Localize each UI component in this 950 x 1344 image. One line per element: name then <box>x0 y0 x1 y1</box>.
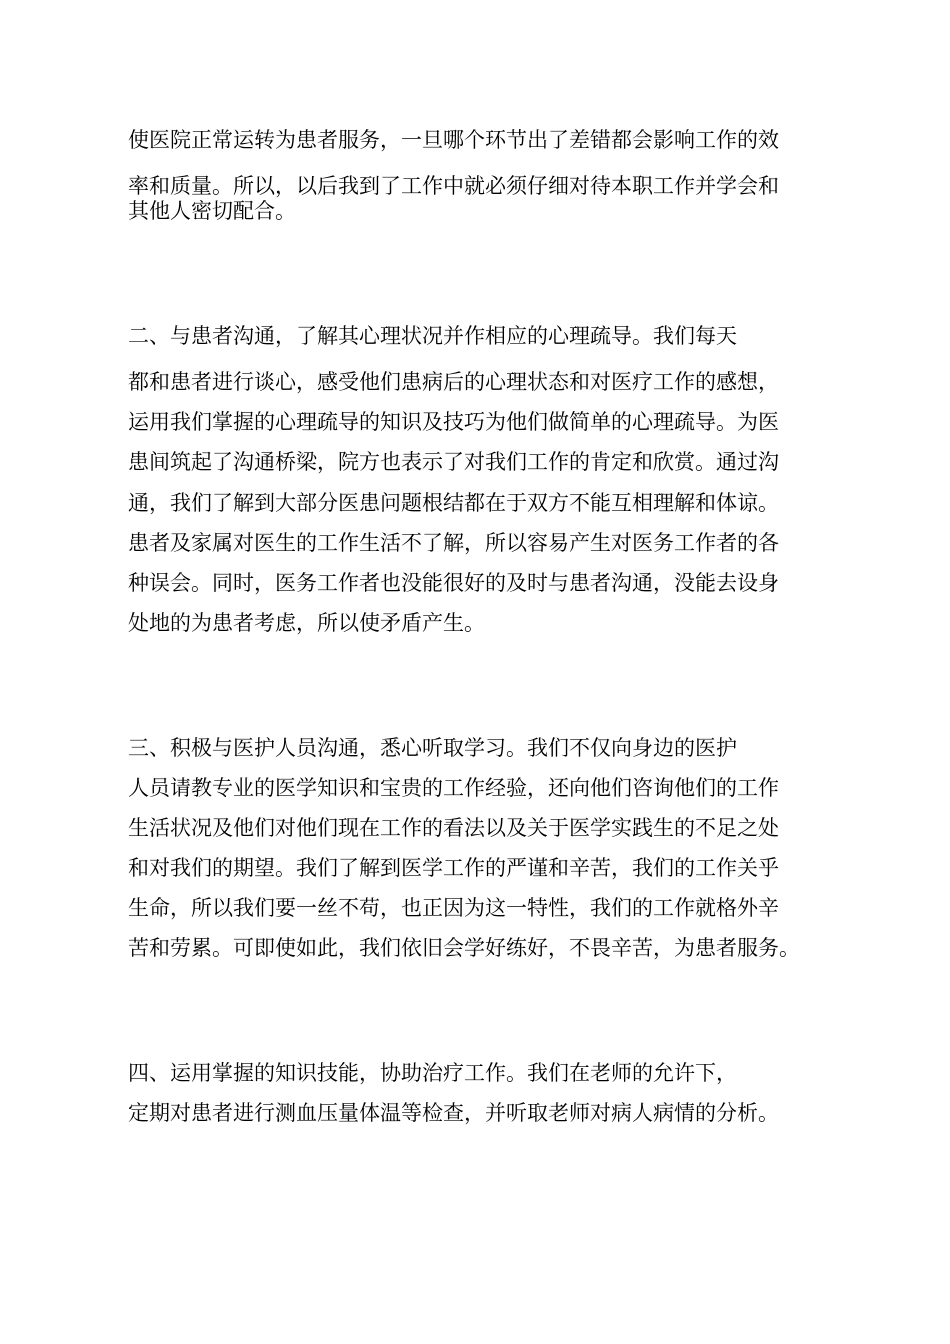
paragraph-1-line-1: 使医院正常运转为患者服务，一旦哪个环节出了差错都会影响工作的效 <box>128 128 779 152</box>
paragraph-1-line-3: 其他人密切配合。 <box>128 199 296 223</box>
paragraph-2-line-3: 运用我们掌握的心理疏导的知识及技巧为他们做简单的心理疏导。为医 <box>128 410 779 434</box>
paragraph-3-line-4: 和对我们的期望。我们了解到医学工作的严谨和辛苦，我们的工作关乎 <box>128 856 779 880</box>
paragraph-1-line-2: 率和质量。所以，以后我到了工作中就必须仔细对待本职工作并学会和 <box>128 174 779 198</box>
paragraph-2-line-4: 患间筑起了沟通桥梁，院方也表示了对我们工作的肯定和欣赏。通过沟 <box>128 450 779 474</box>
paragraph-2-line-1: 二、与患者沟通，了解其心理状况并作相应的心理疏导。我们每天 <box>128 324 737 348</box>
paragraph-3-line-5: 生命，所以我们要一丝不苟，也正因为这一特性，我们的工作就格外辛 <box>128 896 779 920</box>
paragraph-3-line-3: 生活状况及他们对他们现在工作的看法以及关于医学实践生的不足之处 <box>128 816 779 840</box>
paragraph-2-line-5: 通，我们了解到大部分医患问题根结都在于双方不能互相理解和体谅。 <box>128 491 779 515</box>
paragraph-4-line-1: 四、运用掌握的知识技能，协助治疗工作。我们在老师的允许下， <box>128 1061 737 1085</box>
paragraph-3-line-1: 三、积极与医护人员沟通，悉心听取学习。我们不仅向身边的医护 <box>128 736 737 760</box>
paragraph-4-line-2: 定期对患者进行测血压量体温等检查，并听取老师对病人病情的分析。 <box>128 1101 779 1125</box>
paragraph-2-line-6: 患者及家属对医生的工作生活不了解，所以容易产生对医务工作者的各 <box>128 531 779 555</box>
paragraph-3-line-2: 人员请教专业的医学知识和宝贵的工作经验，还向他们咨询他们的工作 <box>128 776 779 800</box>
paragraph-2-line-2: 都和患者进行谈心，感受他们患病后的心理状态和对医疗工作的感想， <box>128 370 779 394</box>
paragraph-3-line-6: 苦和劳累。可即使如此，我们依旧会学好练好，不畏辛苦，为患者服务。 <box>128 936 800 960</box>
paragraph-2-line-8: 处地的为患者考虑，所以使矛盾产生。 <box>128 611 485 635</box>
paragraph-2-line-7: 种误会。同时，医务工作者也没能很好的及时与患者沟通，没能去设身 <box>128 571 779 595</box>
